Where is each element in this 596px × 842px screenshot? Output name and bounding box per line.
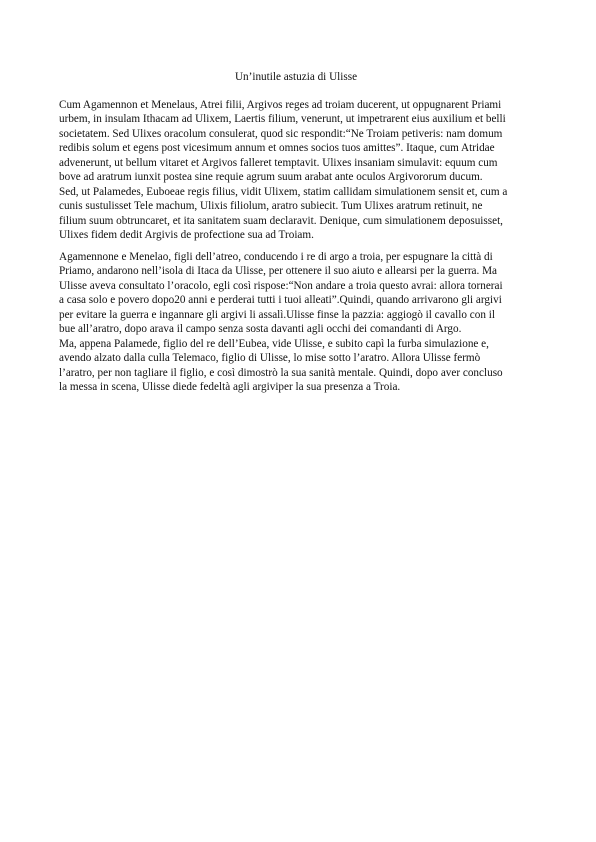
latin-paragraph xyxy=(59,98,545,243)
latin-line: bove ad aratrum iunxit postea sine requie agrum suum arabat ante oculos Argivororum ducum. xyxy=(59,171,483,184)
italian-line: l’aratro, per non tagliare il figlio, e così dimostrò la sua sanità mentale. Quindi, dopo aver concluso xyxy=(59,366,503,379)
latin-line: societatem. Sed Ulixes oracolum consulerat, quod sic respondit:“Ne Troiam petiveris: nam domum xyxy=(59,127,503,140)
latin-line: urbem, in insulam Ithacam ad Ulixem, Laertis filium, venerunt, ut impetrarent eius auxilium et belli xyxy=(59,113,506,126)
italian-line: per evitare la guerra e ingannare gli argivi li assalì.Ulisse finse la pazzia: aggiogò il cavallo con il xyxy=(59,308,495,321)
italian-line: la messa in scena, Ulisse diede fedeltà agli argiviper la sua presenza a Troia. xyxy=(59,381,401,394)
italian-line: a casa solo e povero dopo20 anni e perderai tutti i tuoi alleati”.Quindi, quando arrivarono gli argivi xyxy=(59,294,502,307)
latin-line: Sed, ut Palamedes, Euboeae regis filius, vidit Ulixem, statim callidam simulationem sensit et, cum a xyxy=(59,185,508,198)
italian-paragraph xyxy=(59,250,545,395)
italian-line: Ulisse aveva consultato l’oracolo, egli così rispose:“Non andare a troia questo avrai: allora tornerai xyxy=(59,279,503,292)
document-title xyxy=(0,70,596,84)
latin-line: redibis solum et egens post vicesimum annum et omnes socios tuos amittes”. Itaque, cum Atridae xyxy=(59,142,495,155)
italian-line: avendo alzato dalla culla Telemaco, figlio di Ulisse, lo mise sotto l’aratro. Allora Ulisse fermò xyxy=(59,352,481,365)
latin-line: Cum Agamennon et Menelaus, Atrei filii, Argivos reges ad troiam ducerent, ut oppugnarent Priami xyxy=(59,99,502,111)
latin-line: filium suum obtruncaret, et ita sanitatem suam declaravit. Denique, cum simulationem deposuisset, xyxy=(59,214,503,227)
latin-line: Ulixes fidem dedit Argivis de profectione sua ad Troiam. xyxy=(59,229,314,242)
italian-line: bue all’aratro, dopo arava il campo senza sosta davanti agli occhi dei comandanti di Argo. xyxy=(59,323,462,336)
italian-line: Priamo, andarono nell’isola di Itaca da Ulisse, per ottenere il suo aiuto e allearsi per la guerra. Ma xyxy=(59,265,498,278)
italian-line: Agamennone e Menelao, figli dell’atreo, conducendo i re di argo a troia, per espugnare la città di xyxy=(59,251,493,263)
latin-line: cunis sustulisset Tele machum, Ulixis filiolum, aratro subiecit. Tum Ulixes aratrum retinuit, ne xyxy=(59,200,483,213)
italian-line: Ma, appena Palamede, figlio del re dell’Eubea, vide Ulisse, e subito capì la furba simulazione e, xyxy=(59,337,489,350)
document-title-text: Un’inutile astuzia di Ulisse xyxy=(234,71,358,83)
latin-line: advenerunt, ut bellum vitaret et Argivos falleret temptavit. Ulixes insaniam simulavit: equum cum xyxy=(59,156,498,169)
